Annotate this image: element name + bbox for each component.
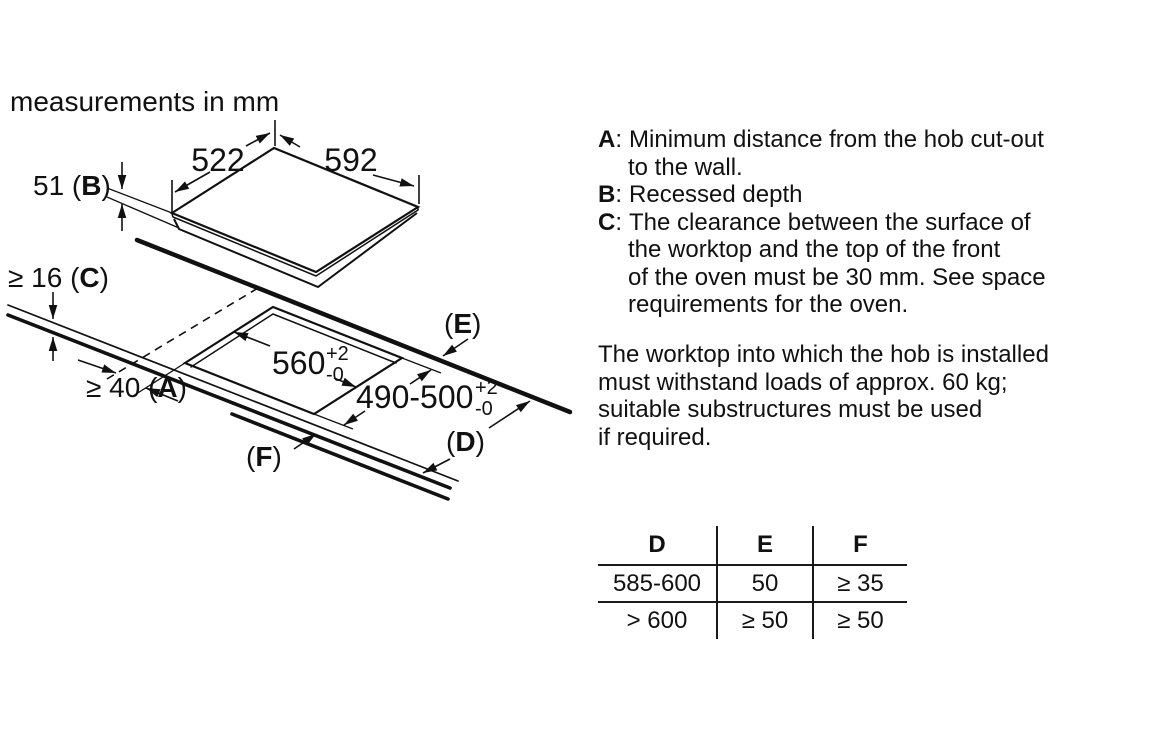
legend-text-a-line2: to the wall. [628,153,743,181]
dim-40-label [86,372,187,403]
dim-592-arrow-upper [280,135,300,147]
dim-16-label [8,262,109,293]
table-header-d: D [598,526,718,566]
table-cell-e1: 50 [718,566,814,603]
legend-item-a [598,126,1143,181]
legend-text-a-line1: Minimum distance from the hob cut-out [629,126,1044,153]
installation-diagram [0,0,590,520]
table-cell-d1: 585-600 [598,566,718,603]
legend-separator: : [615,181,623,208]
label-e-prefix: ( [444,308,454,339]
dim-592-label: 592 [324,142,378,178]
legend-text-c-line1: The clearance between the surface of [629,208,1031,236]
dim-16-prefix: ≥ 16 ( [8,262,80,293]
label-e [444,308,481,339]
legend-key-b: B [598,181,616,208]
legend-item-c [598,209,1143,319]
table-cell-e2: ≥ 50 [718,603,814,639]
dim-522-label: 522 [191,142,245,178]
dim-40-prefix: ≥ 40 ( [86,372,158,403]
legend-text-c-line4: requirements for the oven. [628,291,909,318]
legend-key-a: A [598,126,616,153]
dim-16-suffix: ) [99,262,109,293]
label-d-arrow-down [423,459,450,473]
legend [598,126,1143,319]
dim-40-key: A [157,372,178,403]
legend-separator: : [615,126,623,153]
legend-text-c-line2: the worktop and the top of the front [628,236,1001,263]
table-header-f: F [814,526,907,566]
worktop-load-paragraph [598,341,1049,451]
dim-51-suffix: ) [101,170,111,201]
legend-key-c: C [598,208,616,236]
measurements-note: measurements in mm [10,86,280,117]
paragraph-line2: must withstand loads of approx. 60 kg; [598,368,1008,396]
legend-separator: : [615,208,623,236]
dim-16-key: C [79,262,100,293]
dim-490-tolerance-plus: +2 [475,377,498,399]
paragraph-line4: if required. [598,423,712,451]
label-e-key: E [453,308,473,339]
dim-490-label: 490-500 [356,379,474,415]
label-d-key: D [455,426,476,457]
table-cell-f2: ≥ 50 [837,607,884,634]
table-cell-f1: ≥ 35 [814,566,907,603]
table-header-e: E [718,526,814,566]
dim-560-tolerance-plus: +2 [326,343,349,365]
label-d [446,426,485,457]
dim-51-key: B [81,170,102,201]
label-e-arrow [443,339,468,356]
dim-51-prefix: 51 ( [33,170,82,201]
label-e-suffix: ) [472,308,482,339]
paragraph-line3: suitable substructures must be used [598,396,983,423]
spec-table [598,526,907,639]
dim-560-tolerance-minus: -0 [326,364,344,386]
label-f-prefix: ( [246,441,256,472]
legend-item-b [598,181,1143,209]
paragraph-line1: The worktop into which the hob is installed [598,341,1049,368]
dim-490-tolerance-minus: -0 [475,398,493,420]
dim-51-label [33,170,111,201]
table-cell-d2: > 600 [598,603,718,639]
label-d-suffix: ) [475,426,485,457]
dim-40-suffix: ) [177,372,187,403]
label-f-suffix: ) [272,441,282,472]
dim-560-label: 560 [272,345,326,381]
legend-text-b-line1: Recessed depth [629,181,803,208]
dim-522-arrow-upper [246,133,270,146]
label-d-prefix: ( [446,426,456,457]
label-d-arrow-up [489,401,530,428]
label-f-key: F [255,441,273,472]
dim-592-arrow-lower [373,175,414,186]
legend-text-c-line3: of the oven must be 30 mm. See space [628,263,1046,291]
label-f [246,441,282,472]
